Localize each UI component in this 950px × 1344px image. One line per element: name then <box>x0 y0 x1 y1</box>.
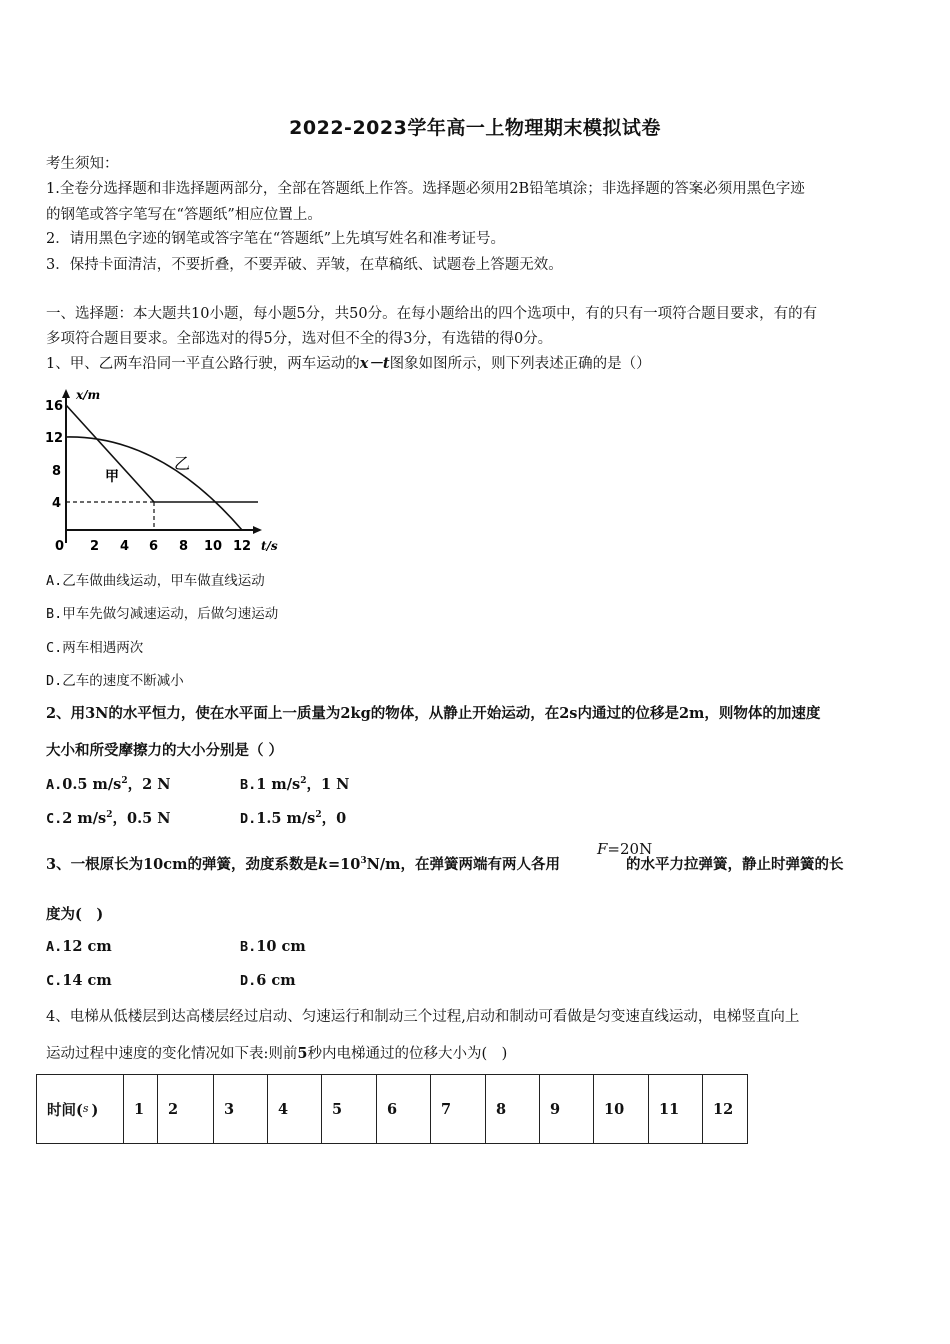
q2-c-prefix: C. <box>46 811 63 827</box>
y-axis-label: x/m <box>76 388 101 402</box>
q3-formula-rest: =20N <box>607 840 653 858</box>
q2-d-rest: ，0 <box>321 810 347 827</box>
q2-c-value: 2 m/s <box>62 810 107 827</box>
q3-d-prefix: D. <box>240 973 257 989</box>
q1-stem-prefix: 1、甲、乙两车沿同一平直公路行驶，两车运动的 <box>46 356 360 372</box>
q2-b-sup: 2 <box>300 776 307 786</box>
q3-b-prefix: B. <box>240 939 257 955</box>
table-row <box>37 1075 748 1144</box>
q3-a-value: 12 cm <box>62 938 112 955</box>
table-cell-value: 3 <box>224 1100 235 1118</box>
table-cell-value: 4 <box>278 1100 289 1118</box>
q1-option-b: B.甲车先做匀减速运动，后做匀速运动 <box>46 606 279 622</box>
q2-d-sup: 2 <box>315 810 322 820</box>
q3-exp: 3 <box>360 856 367 866</box>
y-tick-16: 16 <box>45 399 64 414</box>
question-2-line-2: 大小和所受摩擦力的大小分别是（ ） <box>46 742 284 759</box>
table-cell-value: 7 <box>441 1100 452 1118</box>
x-tick-2: 2 <box>90 539 100 554</box>
question-4-line-1: 4、电梯从低楼层到达高楼层经过启动、匀速运行和制动三个过程,启动和制动可看做是匀变速直线运动，电梯竖直向上 <box>46 1009 800 1025</box>
q2-a-prefix: A. <box>46 777 63 793</box>
q1-xt-graph <box>40 383 290 558</box>
table-cell-value: 11 <box>659 1100 680 1118</box>
table-cell <box>594 1075 649 1144</box>
table-cell-value: 10 <box>604 1100 625 1118</box>
table-cell <box>649 1075 703 1144</box>
table-cell-value: 6 <box>387 1100 398 1118</box>
question-3-line-2: 度为( ) <box>46 906 104 923</box>
q3-option-a <box>46 938 112 955</box>
q2-option-d <box>240 807 346 828</box>
q2-b-rest: ，1 N <box>306 776 350 793</box>
q3-part1: 3、一根原长为10cm的弹簧，劲度系数是 <box>46 856 318 873</box>
q1-stem-suffix: 图象如图所示，则下列表述正确的是（） <box>389 356 651 372</box>
table-cell <box>158 1075 214 1144</box>
q2-a-value: 0.5 m/s <box>62 776 122 793</box>
q3-part3: N/m，在弹簧两端有两人各用 <box>366 856 560 873</box>
x-tick-12: 12 <box>233 539 252 554</box>
table-cell <box>268 1075 322 1144</box>
q1-option-d: D.乙车的速度不断减小 <box>46 673 184 689</box>
x-tick-8: 8 <box>179 539 189 554</box>
q3-part2: =10 <box>327 856 361 873</box>
q3-formula-var: F <box>597 840 608 858</box>
y-tick-4: 4 <box>52 496 62 511</box>
q1-option-c: C.两车相遇两次 <box>46 640 144 656</box>
q2-option-b <box>240 773 349 794</box>
table-header-cell <box>37 1075 124 1144</box>
table-cell <box>486 1075 540 1144</box>
x-tick-10: 10 <box>204 539 223 554</box>
label-yi: 乙 <box>174 454 191 473</box>
x-axis-label: t/s <box>261 539 278 553</box>
table-cell-value: 12 <box>713 1100 734 1118</box>
table-cell <box>214 1075 268 1144</box>
line-jia-descending <box>66 405 154 502</box>
table-cell <box>377 1075 431 1144</box>
q3-part4: 的水平力拉弹簧，静止时弹簧的长 <box>625 856 844 873</box>
table-cell-value: 9 <box>550 1100 561 1118</box>
q4-line2-num: 5 <box>297 1045 308 1062</box>
x-tick-4: 4 <box>120 539 130 554</box>
q3-c-prefix: C. <box>46 973 63 989</box>
table-header-prefix: 时间( <box>47 1101 83 1119</box>
q2-option-c <box>46 807 171 828</box>
question-1-stem <box>46 352 651 373</box>
q3-formula <box>597 840 652 858</box>
table-cell-value: 8 <box>496 1100 507 1118</box>
question-2-line-1: 2、用3N的水平恒力，使在水平面上一质量为2kg的物体，从静止开始运动，在2s内通过的位移是2m，则物体的加速度 <box>46 705 821 722</box>
table-header-unit: s <box>82 1101 89 1115</box>
notice-heading: 考生须知： <box>46 156 119 172</box>
table-cell-value: 5 <box>332 1100 343 1118</box>
table-cell-value: 2 <box>168 1100 179 1118</box>
notice-item-1-line-1: 1.全卷分选择题和非选择题两部分，全部在答题纸上作答。选择题必须用2B铅笔填涂；非选择题的答案必须用黑色字迹 <box>46 181 805 197</box>
q4-line2-prefix: 运动过程中速度的变化情况如下表:则前 <box>46 1046 298 1062</box>
table-cell <box>124 1075 158 1144</box>
section-intro-line-2: 多项符合题目要求。全部选对的得5分，选对但不全的得3分，有选错的得0分。 <box>46 331 553 347</box>
table-header-suffix: ) <box>91 1101 99 1119</box>
label-jia: 甲 <box>105 469 119 485</box>
notice-item-3: 3．保持卡面清洁，不要折叠，不要弄破、弄皱，在草稿纸、试题卷上答题无效。 <box>46 257 563 273</box>
q3-option-c <box>46 972 112 989</box>
section-intro-line-1: 一、选择题：本大题共10小题，每小题5分，共50分。在每小题给出的四个选项中，有的只有一项符合题目要求，有的有 <box>46 306 818 322</box>
x-tick-0: 0 <box>55 539 65 554</box>
y-tick-12: 12 <box>45 431 64 446</box>
q2-a-rest: ，2 N <box>127 776 171 793</box>
table-cell <box>322 1075 377 1144</box>
q3-d-value: 6 cm <box>256 972 296 989</box>
q2-b-prefix: B. <box>240 777 257 793</box>
q1-stem-var: x－t <box>359 355 390 372</box>
notice-item-1-line-2: 的钢笔或答字笔写在“答题纸”相应位置上。 <box>46 207 322 223</box>
q3-c-value: 14 cm <box>62 972 112 989</box>
page-title: 2022-2023学年高一上物理期末模拟试卷 <box>289 117 661 139</box>
q2-b-value: 1 m/s <box>256 776 301 793</box>
speed-table <box>36 1074 748 1144</box>
question-3-line-1 <box>46 853 843 874</box>
q3-k-var: k <box>317 856 328 873</box>
y-axis-arrow <box>62 389 70 398</box>
q3-option-b <box>240 938 306 955</box>
q2-c-rest: ，0.5 N <box>112 810 171 827</box>
q2-option-a <box>46 773 171 794</box>
table-cell <box>703 1075 748 1144</box>
x-axis-arrow <box>253 526 262 534</box>
question-4-line-2 <box>46 1042 507 1063</box>
q1-option-a: A.乙车做曲线运动，甲车做直线运动 <box>46 573 265 589</box>
q4-line2-suffix: 秒内电梯通过的位移大小为( ) <box>307 1046 508 1062</box>
q2-c-sup: 2 <box>106 810 113 820</box>
q3-option-d <box>240 972 296 989</box>
q3-a-prefix: A. <box>46 939 63 955</box>
x-tick-6: 6 <box>149 539 159 554</box>
q2-d-prefix: D. <box>240 811 257 827</box>
y-tick-8: 8 <box>52 464 62 479</box>
q2-a-sup: 2 <box>121 776 128 786</box>
table-cell-value: 1 <box>134 1100 145 1118</box>
q2-d-value: 1.5 m/s <box>256 810 316 827</box>
notice-item-2: 2．请用黑色字迹的钢笔或答字笔在“答题纸”上先填写姓名和准考证号。 <box>46 231 506 247</box>
q3-b-value: 10 cm <box>256 938 306 955</box>
table-cell <box>431 1075 486 1144</box>
table-cell <box>540 1075 594 1144</box>
